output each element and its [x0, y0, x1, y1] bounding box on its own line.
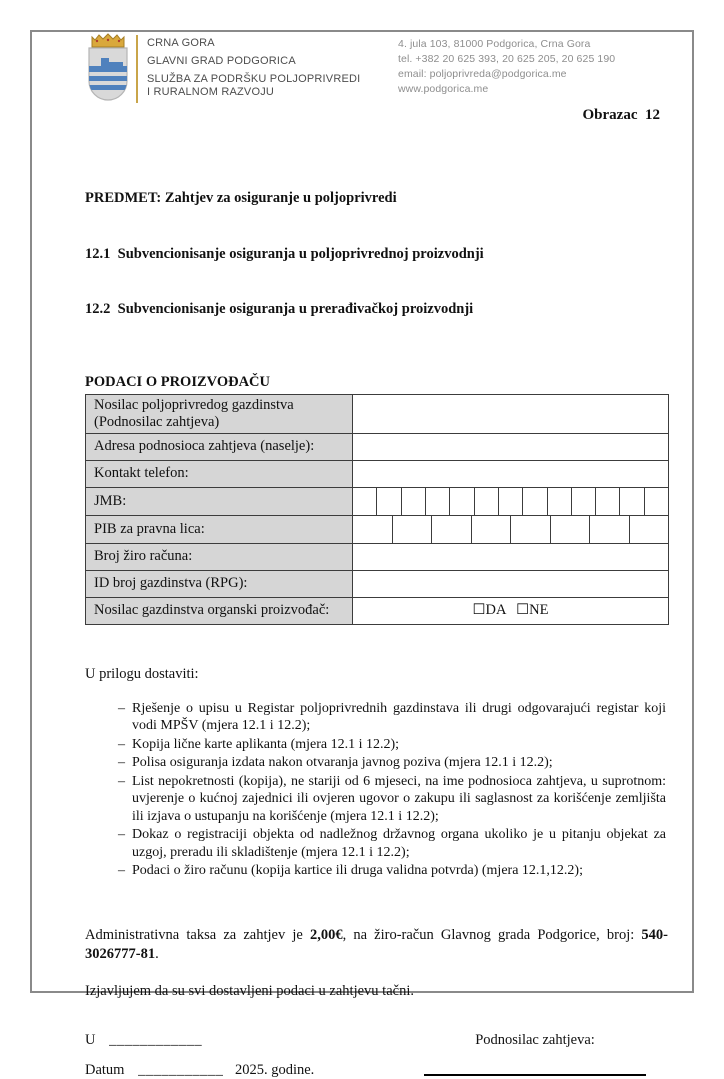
letterhead	[85, 33, 668, 105]
contact-email: email: poljoprivreda@podgorica.me	[398, 68, 567, 80]
attachment-text: Rješenje o upisu u Registar poljoprivrednih gazdinstava ili drugi odgovarajući registar koji vodi MPŠV (mjera 12.1 i 12.2);	[132, 700, 666, 733]
digit-box[interactable]	[510, 516, 550, 543]
digit-box[interactable]	[644, 488, 668, 515]
attachment-text: Polisa osiguranja izdata nakon otvaranja javnog poziva (mjera 12.1 i 12.2);	[132, 755, 553, 770]
attachment-text: Dokaz o registraciji objekta od nadležnog državnog organa ukoliko je u pitanju objekat za uzgoj, preradu ili skladištenje (mjera 12.1 i 12.2);	[132, 827, 666, 860]
subject-block	[85, 152, 668, 356]
row-label-jmb: JMB:	[86, 487, 353, 515]
table-row	[86, 433, 669, 460]
table-row	[86, 460, 669, 487]
measure-12-1-line: 12.1 Subvencionisanje osiguranja u poljoprivrednoj proizvodnji	[85, 245, 484, 262]
producer-section-title: PODACI O PROIZVOĐAČU	[85, 373, 270, 390]
dash-bullet: –	[118, 755, 125, 770]
table-row	[86, 597, 669, 624]
digit-box[interactable]	[425, 488, 449, 515]
address-input-cell[interactable]	[353, 433, 669, 460]
row-label-bank-account: Broj žiro računa:	[86, 543, 353, 570]
phone-input-cell[interactable]	[353, 460, 669, 487]
list-item	[118, 826, 668, 861]
date-field	[85, 1062, 314, 1079]
podgorica-coat-of-arms-icon	[85, 33, 131, 103]
org-service-line2: I RURALNOM RAZVOJU	[147, 86, 275, 98]
date-fill-line[interactable]: ___________	[138, 1061, 224, 1078]
subject-line: PREDMET: Zahtjev za osiguranje u poljoprivredi	[85, 190, 397, 206]
date-label: Datum	[85, 1061, 125, 1078]
list-item	[118, 700, 668, 735]
table-row	[86, 487, 669, 515]
signature-line[interactable]	[424, 1074, 646, 1076]
form-number-label: Obrazac 12	[582, 107, 660, 123]
jmb-digit-boxes	[353, 488, 668, 515]
organic-da-checkbox[interactable]: ☐DA	[472, 602, 507, 618]
holder-input-cell[interactable]	[353, 394, 669, 433]
page-content	[85, 33, 668, 1079]
dash-bullet: –	[118, 863, 125, 878]
org-service-line1: SLUŽBA ZA PODRŠKU POLJOPRIVREDI	[147, 73, 361, 85]
digit-box[interactable]	[629, 516, 669, 543]
bank-account-input-cell[interactable]	[353, 543, 669, 570]
row-label-rpg-id: ID broj gazdinstva (RPG):	[86, 570, 353, 597]
org-city: GLAVNI GRAD PODGORICA	[147, 55, 296, 67]
digit-box[interactable]	[522, 488, 546, 515]
digit-box[interactable]	[619, 488, 643, 515]
contact-block	[398, 37, 615, 97]
tax-text-part3: .	[155, 945, 159, 962]
digit-box[interactable]	[589, 516, 629, 543]
digit-box[interactable]	[353, 516, 392, 543]
applicant-label-block	[424, 1032, 646, 1049]
dash-bullet: –	[118, 700, 125, 716]
row-label-organic: Nosilac gazdinstva organski proizvođač:	[86, 597, 353, 624]
digit-box[interactable]	[471, 516, 511, 543]
row-label-address: Adresa podnosioca zahtjeva (naselje):	[86, 433, 353, 460]
digit-box[interactable]	[498, 488, 522, 515]
pib-digit-boxes	[353, 516, 668, 543]
place-field	[85, 1032, 202, 1049]
attachment-text: List nepokretnosti (kopija), ne stariji od 6 mjeseci, na ime podnosioca zahtjeva, u suprotnom: uvjerenje o kućnoj zajednici ili ovjeren ugovor o zakupu ili saglasnost za korišćenje zemljišta ili izjava o ustupanju na korišćenje (mjera 12.1 i 12.2);	[132, 773, 666, 824]
attachments-list	[118, 700, 668, 880]
table-row	[86, 543, 669, 570]
place-row	[85, 1032, 668, 1049]
list-item	[118, 773, 668, 826]
table-row	[86, 394, 669, 433]
date-row	[85, 1062, 668, 1079]
digit-box[interactable]	[376, 488, 400, 515]
digit-box[interactable]	[431, 516, 471, 543]
digit-box[interactable]	[547, 488, 571, 515]
tax-amount: 2,00€	[309, 926, 343, 943]
dash-bullet: –	[118, 773, 125, 789]
list-item	[118, 754, 668, 772]
digit-box[interactable]	[550, 516, 590, 543]
tax-account-number: 540-3026777-81	[85, 926, 668, 962]
attachment-text: Podaci o žiro računu (kopija kartice ili druga validna potvrda) (mjera 12.1,12.2);	[132, 863, 583, 878]
digit-box[interactable]	[571, 488, 595, 515]
digit-box[interactable]	[449, 488, 473, 515]
organic-options-cell	[353, 597, 669, 624]
digit-box[interactable]	[401, 488, 425, 515]
producer-data-table	[85, 394, 669, 625]
table-row	[86, 570, 669, 597]
row-label-pib: PIB za pravna lica:	[86, 515, 353, 543]
organization-block	[147, 33, 360, 99]
tax-text-part2: , na žiro-račun Glavnog grada Podgorice, broj:	[342, 926, 642, 943]
declaration-statement: Izjavljujem da su svi dostavljeni podaci u zahtjevu tačni.	[85, 982, 414, 999]
digit-box[interactable]	[474, 488, 498, 515]
organic-ne-checkbox[interactable]: ☐NE	[516, 602, 549, 618]
attachment-text: Kopija lične karte aplikanta (mjera 12.1 i 12.2);	[132, 736, 400, 752]
contact-address: 4. jula 103, 81000 Podgorica, Crna Gora	[398, 38, 591, 50]
org-country: CRNA GORA	[147, 37, 215, 49]
tax-text-part1: Administrativna taksa za zahtjev je	[85, 926, 310, 943]
contact-website: www.podgorica.me	[398, 83, 489, 95]
admin-tax-note	[85, 926, 668, 964]
letterhead-divider	[136, 35, 138, 103]
contact-phone: tel. +382 20 625 393, 20 625 205, 20 625 190	[398, 53, 616, 65]
list-item	[118, 862, 668, 880]
dash-bullet: –	[118, 827, 125, 842]
digit-box[interactable]	[392, 516, 432, 543]
pib-input-cell[interactable]	[353, 515, 669, 543]
rpg-id-input-cell[interactable]	[353, 570, 669, 597]
year-suffix: 2025. godine.	[234, 1061, 315, 1078]
table-row	[86, 515, 669, 543]
list-item	[118, 736, 668, 754]
applicant-label: Podnosilac zahtjeva:	[475, 1031, 595, 1048]
signature-block	[424, 1074, 646, 1079]
digit-box[interactable]	[353, 488, 376, 515]
place-fill-line[interactable]: ____________	[109, 1031, 203, 1048]
row-label-holder: Nosilac poljoprivredog gazdinstva (Podnosilac zahtjeva)	[86, 394, 353, 433]
place-label: U	[85, 1031, 96, 1048]
row-label-phone: Kontakt telefon:	[86, 460, 353, 487]
attachments-intro: U prilogu dostaviti:	[85, 665, 199, 682]
measure-12-2-line: 12.2 Subvencionisanje osiguranja u prerađivačkoj proizvodnji	[85, 301, 474, 317]
dash-bullet: –	[118, 736, 125, 752]
jmb-input-cell[interactable]	[353, 487, 669, 515]
digit-box[interactable]	[595, 488, 619, 515]
